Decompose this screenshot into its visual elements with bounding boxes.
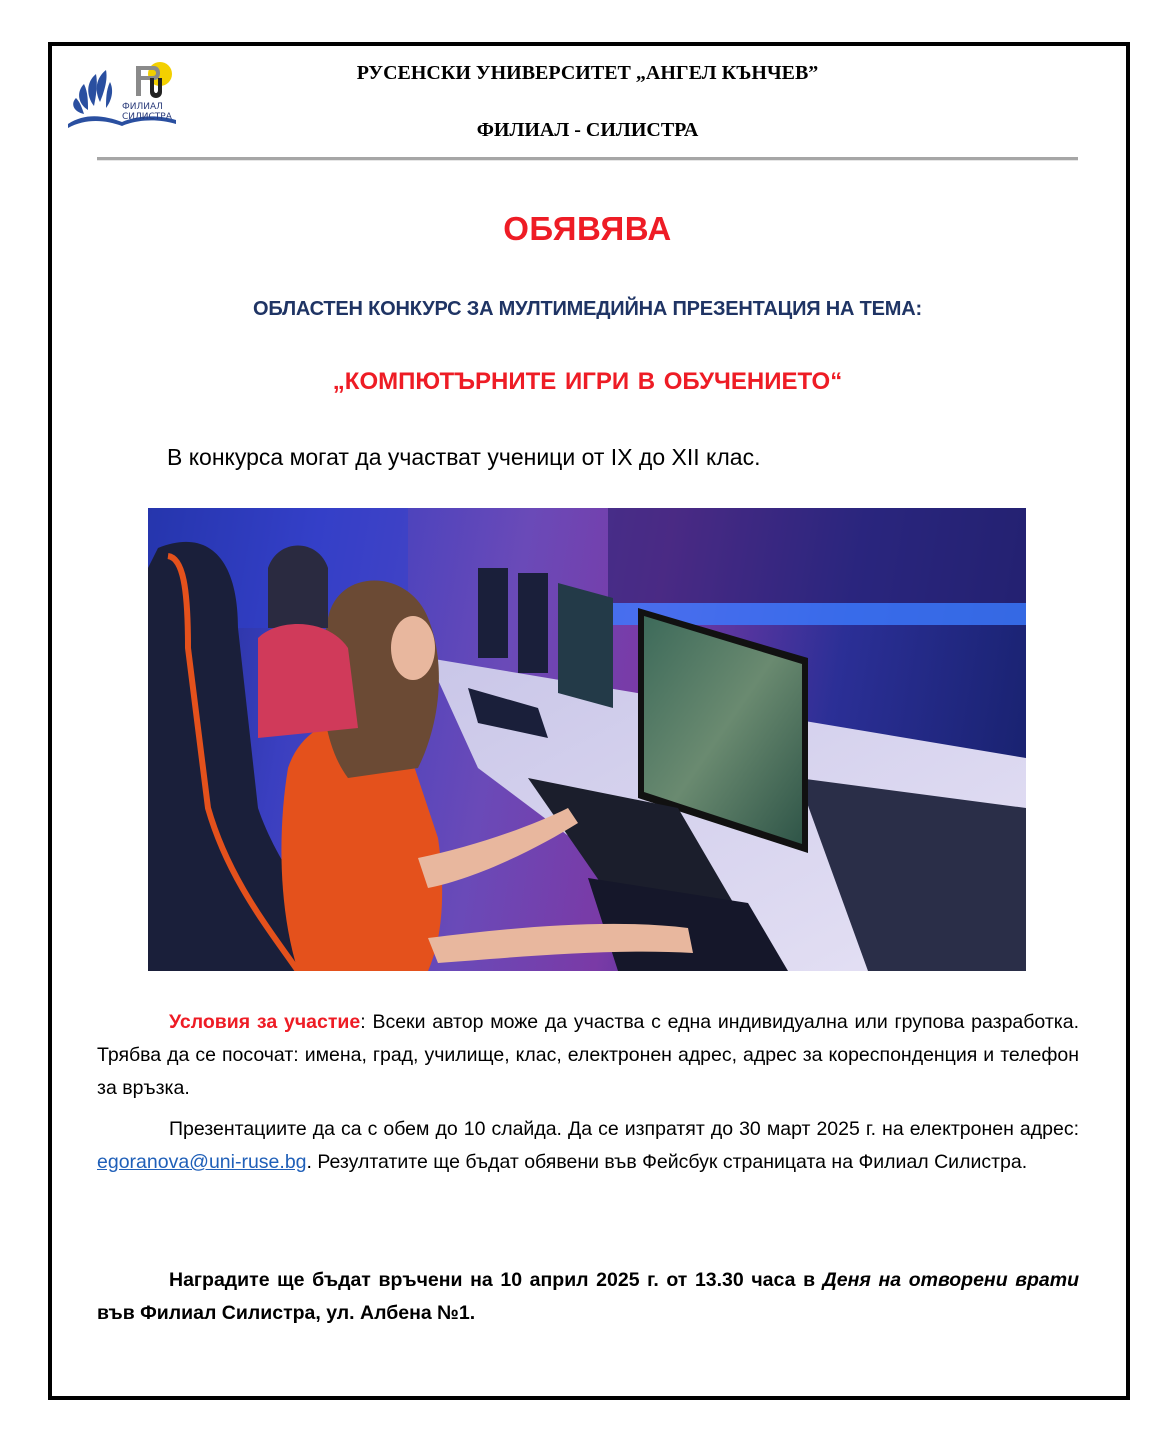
conditions-text: Всеки автор може да участва с една индивидуална или групова разработка. Трябва да се посочат: имена, град, училище, клас, електронен адрес, адрес за кореспонденция и телефон за връзка. <box>97 1011 1079 1099</box>
gaming-photo <box>148 508 1026 971</box>
open-doors-day: Деня на отворени врати <box>822 1269 1079 1291</box>
eligibility-text: В конкурса могат да участват ученици от IX до XII клас. <box>167 444 761 470</box>
submission-text-after: . Резултатите ще бъдат обявени във Фейсбук страницата на Филиал Силистра. <box>306 1151 1028 1173</box>
awards-text-before: Наградите ще бъдат връчени на 10 април 2025 г. от 13.30 часа в <box>169 1269 823 1291</box>
awards-paragraph <box>97 1264 1079 1330</box>
logo-text-branch: ФИЛИАЛ <box>122 102 163 112</box>
conditions-separator: : <box>360 1011 366 1033</box>
awards-text-after: във Филиал Силистра, ул. Албена №1. <box>97 1302 476 1324</box>
contest-heading: ОБЛАСТЕН КОНКУРС ЗА МУЛТИМЕДИЙНА ПРЕЗЕНТАЦИЯ НА ТЕМА: <box>253 298 922 320</box>
announcement-title: ОБЯВЯВА <box>503 210 672 247</box>
contest-theme: „КОМПЮТЪРНИТЕ ИГРИ В ОБУЧЕНИЕТО“ <box>332 368 843 395</box>
university-name: РУСЕНСКИ УНИВЕРСИТЕТ „АНГЕЛ КЪНЧЕВ” <box>356 62 819 84</box>
submission-text-before: Презентациите да са с обем до 10 слайда. Да се изпратят до 30 март 2025 г. на електронен адрес: <box>169 1118 1079 1140</box>
submission-paragraph <box>97 1113 1079 1179</box>
branch-name: ФИЛИАЛ - СИЛИСТРА <box>476 119 699 141</box>
conditions-paragraph <box>97 1006 1079 1105</box>
header-divider-shadow <box>97 160 1078 161</box>
gaming-scene-illustration <box>148 508 1026 971</box>
conditions-label: Условия за участие <box>169 1011 361 1033</box>
logo-text-city: СИЛИСТРА <box>122 112 172 122</box>
contact-email-link[interactable]: egoranova@uni-ruse.bg <box>97 1151 307 1173</box>
